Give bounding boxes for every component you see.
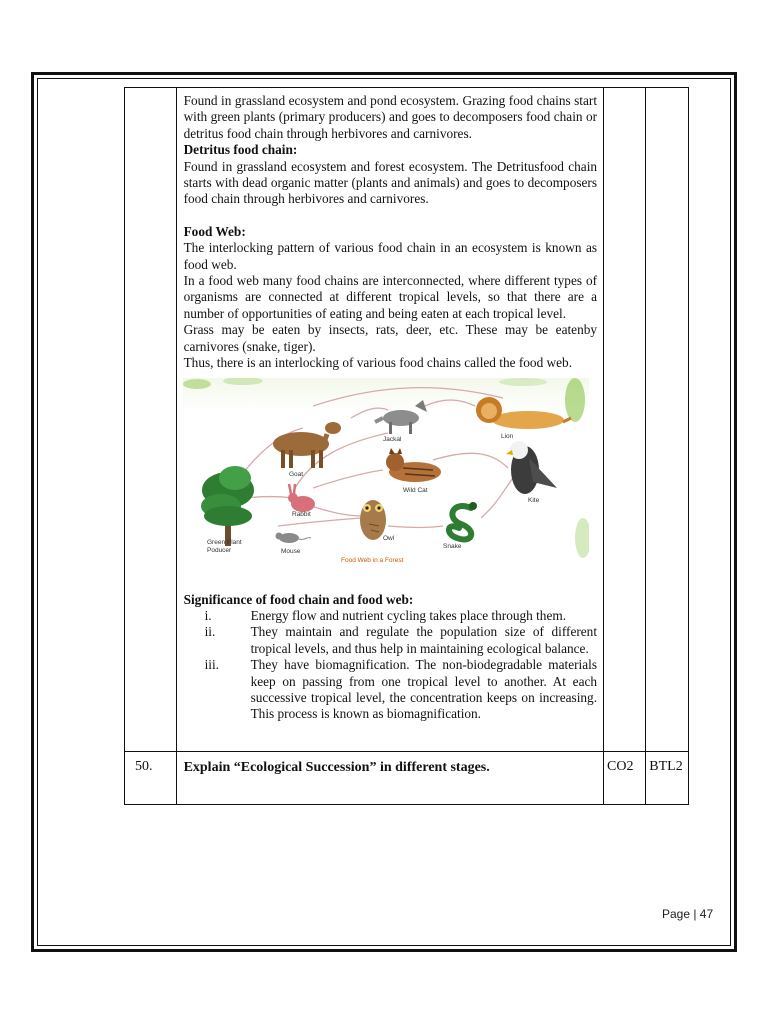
kite-icon	[506, 441, 557, 494]
page-number: Page | 47	[662, 907, 714, 921]
list-text: Energy flow and nutrient cycling takes place through them.	[250, 607, 567, 623]
list-item	[184, 608, 597, 624]
food-web-paragraph: The interlocking pattern of various food chain in an ecosystem is known as food web.	[183, 240, 598, 272]
list-text: They maintain and regulate the population size of different tropical levels, and thus help in maintaining ecological balance.	[250, 624, 598, 656]
owl-icon	[360, 500, 386, 540]
food-web-paragraph: In a food web many food chains are interconnected, where different types of organisms are connected at different tropical levels, so that there are a number of opportunities of eating and being eaten at each tropical level.	[183, 273, 598, 321]
list-numeral: i.	[204, 607, 212, 623]
list-item	[184, 624, 597, 657]
btl-cell	[646, 88, 689, 752]
blooms-level: BTL2	[646, 751, 689, 804]
detritus-text: Found in grassland ecosystem and forest ecosystem. The Detritusfood chain starts with dead organic matter (plants and animals) and goes to decomposers food chain through herbivores and carnivores.	[183, 158, 598, 207]
label-mouse: Mouse	[280, 547, 301, 555]
label-producer: Poducer	[206, 546, 231, 554]
label-wild-cat: Wild Cat	[402, 486, 428, 494]
label-green-plant: Green Plant	[206, 538, 242, 546]
question-text: Explain “Ecological Succession” in different stages.	[176, 751, 603, 804]
jackal-icon	[375, 400, 427, 434]
label-jackal: Jackal	[382, 435, 401, 443]
wild-cat-icon	[386, 448, 441, 482]
list-numeral: iii.	[204, 657, 219, 673]
figure-labels	[207, 433, 540, 564]
label-rabbit: Rabbit	[291, 510, 311, 518]
food-web-paragraph: Grass may be eaten by insects, rats, deer, etc. These may be eatenby carnivores (snake, tiger).	[183, 322, 598, 354]
list-numeral: ii.	[204, 624, 216, 640]
snake-icon	[449, 502, 477, 539]
answer-content	[177, 88, 603, 751]
label-lion: Lion	[500, 432, 513, 440]
intro-paragraph: Found in grassland ecosystem and pond ecosystem. Grazing food chains start with green plants (primary producers) and goes to decomposers food chain or detritus food chain through herbivores and carnivores.	[183, 93, 598, 141]
question-number-cell	[125, 88, 177, 752]
course-outcome: CO2	[604, 751, 646, 804]
food-web-paragraph: Thus, there is an interlocking of various food chains called the food web.	[183, 355, 573, 371]
significance-list	[184, 608, 597, 723]
answer-row	[125, 88, 689, 752]
food-web-illustration	[183, 378, 589, 566]
list-item	[184, 657, 597, 723]
label-snake: Snake	[442, 542, 461, 550]
figure-caption: Food Web in a Forest	[340, 556, 403, 564]
food-web-heading: Food Web:	[183, 223, 246, 239]
lion-icon	[476, 397, 571, 429]
co-cell	[604, 88, 646, 752]
answer-cell	[176, 88, 603, 752]
detritus-heading: Detritus food chain:	[183, 142, 298, 158]
label-goat: Goat	[288, 470, 303, 478]
list-text: They have biomagnification. The non-biodegradable materials keep on passing from one tropical level to another. At each successive tropical level, the concentration keeps on increasing. This process is known as biomagnification.	[250, 657, 598, 722]
food-web-figure	[183, 378, 589, 566]
label-kite: Kite	[527, 496, 539, 504]
question-number: 50.	[125, 751, 177, 804]
label-owl: Owl	[382, 534, 394, 542]
goat-icon	[273, 422, 341, 468]
rabbit-icon	[288, 484, 315, 512]
mouse-icon	[275, 532, 311, 543]
question-row	[125, 751, 689, 804]
question-table	[124, 87, 689, 805]
significance-heading: Significance of food chain and food web:	[183, 591, 414, 607]
green-plant-icon	[201, 466, 254, 546]
